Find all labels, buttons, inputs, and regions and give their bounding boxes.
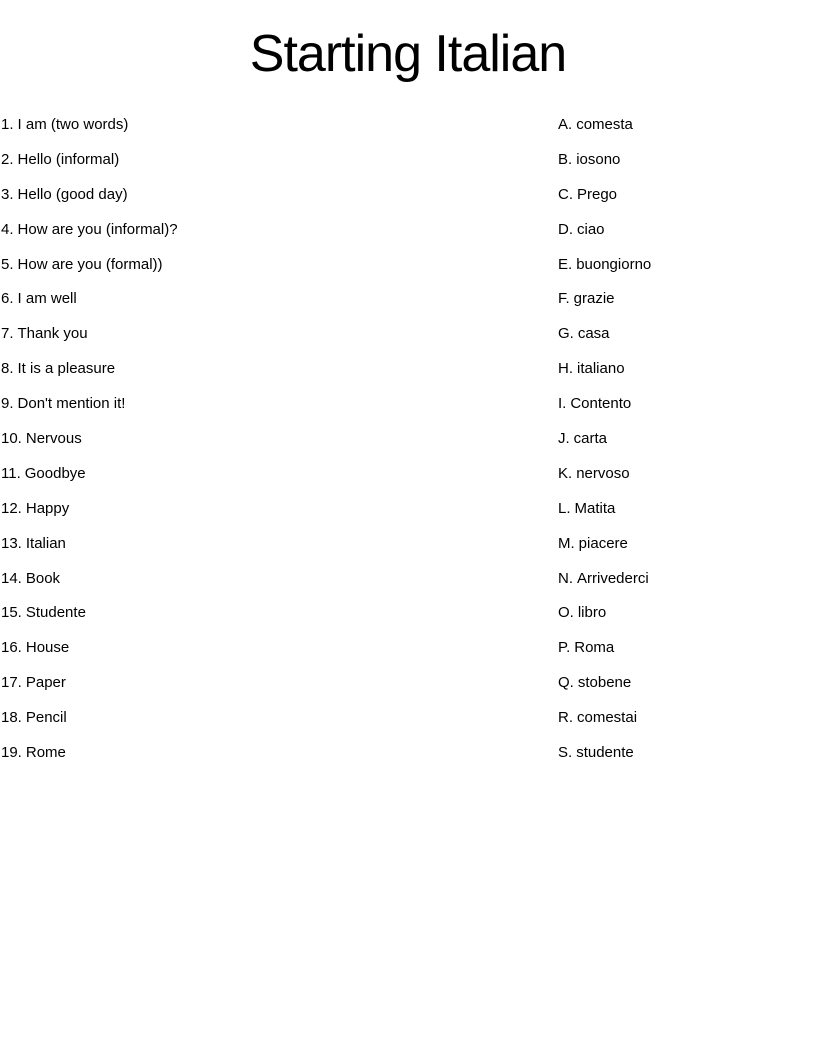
item-label: L. xyxy=(558,499,571,517)
item-text: Nervous xyxy=(25,430,82,448)
item-text: Happy xyxy=(25,499,70,517)
item-text: piacere xyxy=(578,534,628,552)
item-text: I am well xyxy=(17,290,77,308)
item-text: casa xyxy=(577,325,610,343)
item-text: Hello (good day) xyxy=(17,185,128,203)
answers-column xyxy=(558,108,651,771)
item-label: M. xyxy=(558,534,575,552)
match-list-item xyxy=(558,457,651,492)
item-label: S. xyxy=(558,744,573,762)
match-list-item xyxy=(1,596,178,631)
match-list-item xyxy=(558,387,651,422)
item-text: Matita xyxy=(574,499,616,517)
match-list-item xyxy=(1,352,178,387)
match-list-item xyxy=(558,527,651,562)
match-list-item xyxy=(558,108,651,143)
match-list-item xyxy=(558,701,651,736)
item-label: 5. xyxy=(1,255,14,273)
match-list-item xyxy=(558,213,651,248)
item-label: C. xyxy=(558,185,573,203)
item-label: 8. xyxy=(1,360,14,378)
match-list-item xyxy=(1,143,178,178)
match-list-item xyxy=(558,562,651,597)
item-text: Prego xyxy=(577,185,618,203)
match-list-item xyxy=(1,282,178,317)
match-list-item xyxy=(558,736,651,771)
match-list-item xyxy=(1,457,178,492)
item-label: 13. xyxy=(1,534,22,552)
item-label: P. xyxy=(558,639,571,657)
item-text: Pencil xyxy=(25,709,67,727)
item-text: grazie xyxy=(573,290,615,308)
item-text: Don't mention it! xyxy=(17,395,126,413)
item-text: House xyxy=(25,639,70,657)
item-label: E. xyxy=(558,255,573,273)
item-label: 11. xyxy=(1,464,21,482)
match-list-item xyxy=(558,317,651,352)
item-text: It is a pleasure xyxy=(17,360,116,378)
item-label: B. xyxy=(558,150,573,168)
item-text: italiano xyxy=(577,360,625,378)
match-list-item xyxy=(558,178,651,213)
item-label: Q. xyxy=(558,674,574,692)
match-list-item xyxy=(558,631,651,666)
item-text: Italian xyxy=(25,534,66,552)
item-label: 2. xyxy=(1,150,14,168)
item-text: carta xyxy=(573,430,608,448)
item-text: Thank you xyxy=(17,325,88,343)
item-label: A. xyxy=(558,116,573,133)
match-list-item xyxy=(1,701,178,736)
match-list-item xyxy=(1,666,178,701)
item-label: I. xyxy=(558,395,567,413)
match-list-item xyxy=(558,422,651,457)
match-list-item xyxy=(558,282,651,317)
match-list-item xyxy=(1,213,178,248)
match-list-item xyxy=(1,492,178,527)
match-list-item xyxy=(558,143,651,178)
item-label: J. xyxy=(558,430,570,448)
item-label: 3. xyxy=(1,185,14,203)
item-text: I am (two words) xyxy=(17,116,129,133)
item-text: buongiorno xyxy=(576,255,652,273)
item-text: Hello (informal) xyxy=(17,150,120,168)
item-label: H. xyxy=(558,360,573,378)
item-text: Contento xyxy=(570,395,632,413)
match-list-item xyxy=(1,631,178,666)
item-label: N. xyxy=(558,569,573,587)
item-text: Rome xyxy=(25,744,66,762)
item-text: Arrivederci xyxy=(577,569,649,587)
match-list-item xyxy=(1,527,178,562)
match-list-item xyxy=(1,736,178,771)
item-text: How are you (informal)? xyxy=(17,220,178,238)
item-text: iosono xyxy=(576,150,621,168)
item-label: 19. xyxy=(1,744,22,762)
match-list-item xyxy=(1,317,178,352)
match-list-item xyxy=(558,596,651,631)
item-text: ciao xyxy=(577,220,605,238)
item-label: F. xyxy=(558,290,570,308)
match-list-item xyxy=(558,492,651,527)
match-list-item xyxy=(1,422,178,457)
item-label: 1. xyxy=(1,116,14,133)
item-label: 10. xyxy=(1,430,22,448)
match-list-item xyxy=(558,248,651,283)
item-label: 17. xyxy=(1,674,22,692)
item-text: Paper xyxy=(25,674,66,692)
item-label: 15. xyxy=(1,604,22,622)
item-label: 4. xyxy=(1,220,14,238)
item-text: Studente xyxy=(25,604,86,622)
item-text: Roma xyxy=(574,639,615,657)
match-list-item xyxy=(1,108,178,143)
match-list-item xyxy=(1,387,178,422)
item-label: 14. xyxy=(1,569,22,587)
item-label: 18. xyxy=(1,709,22,727)
item-label: O. xyxy=(558,604,574,622)
item-label: 16. xyxy=(1,639,22,657)
item-label: G. xyxy=(558,325,574,343)
questions-column xyxy=(1,108,178,771)
item-label: 6. xyxy=(1,290,14,308)
match-list-item xyxy=(1,562,178,597)
item-text: libro xyxy=(577,604,607,622)
match-list-item xyxy=(1,178,178,213)
item-label: 7. xyxy=(1,325,14,343)
item-text: comestai xyxy=(577,709,638,727)
item-label: D. xyxy=(558,220,573,238)
match-list-item xyxy=(558,666,651,701)
item-text: comesta xyxy=(576,116,633,133)
item-label: 9. xyxy=(1,395,14,413)
item-text: nervoso xyxy=(576,464,630,482)
match-list-item xyxy=(558,352,651,387)
match-list-item xyxy=(1,248,178,283)
page-title: Starting Italian xyxy=(249,25,567,83)
item-text: How are you (formal)) xyxy=(17,255,163,273)
item-label: R. xyxy=(558,709,573,727)
item-label: K. xyxy=(558,464,573,482)
item-text: studente xyxy=(576,744,634,762)
item-text: Book xyxy=(25,569,61,587)
item-text: stobene xyxy=(577,674,632,692)
item-label: 12. xyxy=(1,499,22,517)
item-text: Goodbye xyxy=(24,464,86,482)
